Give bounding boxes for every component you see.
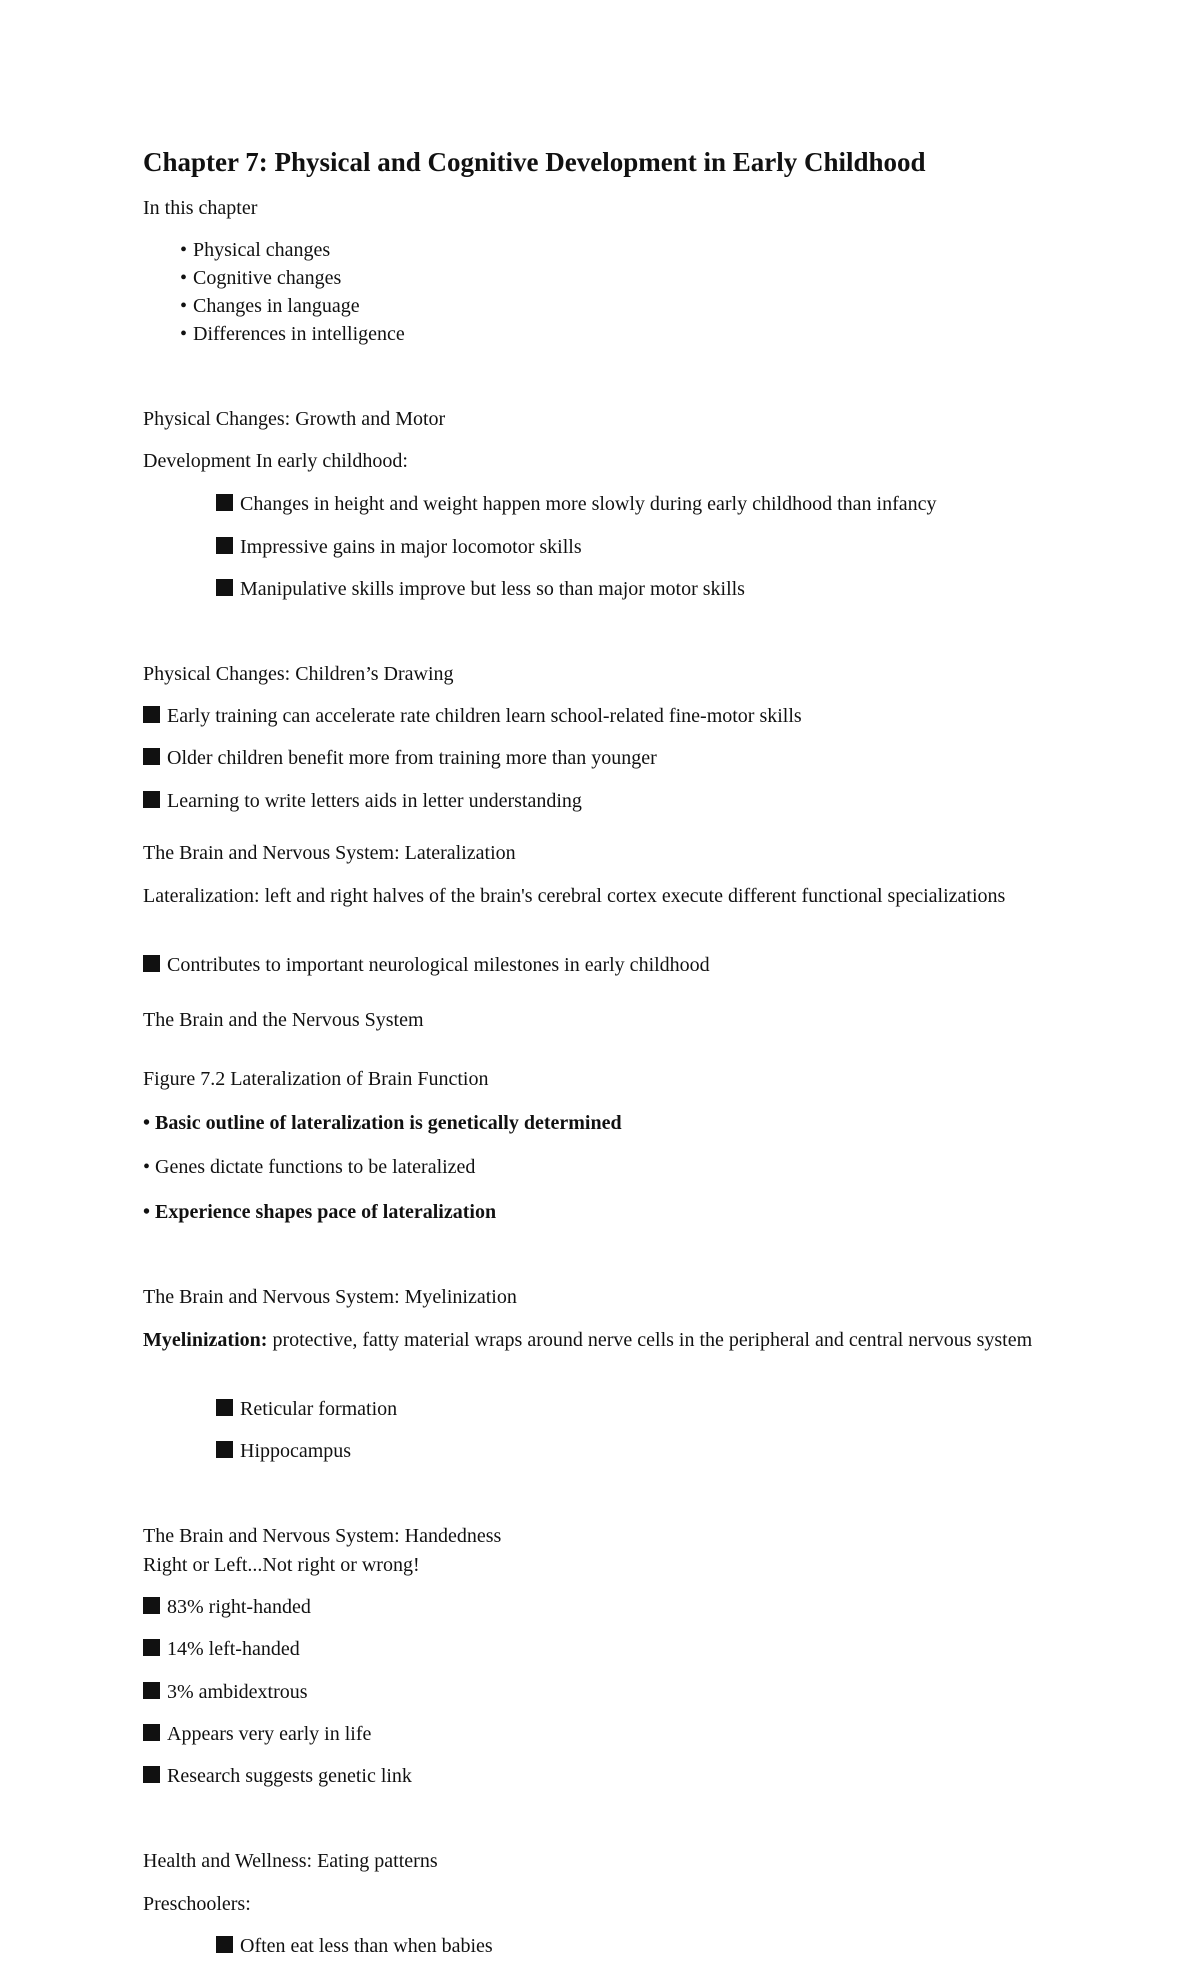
square-bullet-icon bbox=[216, 579, 233, 596]
list-item: Reticular formation bbox=[216, 1397, 397, 1421]
list-item: Changes in height and weight happen more slowly during early childhood than infancy bbox=[216, 492, 937, 516]
term: Myelinization: bbox=[143, 1329, 268, 1351]
section-subheading: Development In early childhood: bbox=[143, 450, 408, 472]
list-item: Older children benefit more from training more than younger bbox=[143, 746, 657, 770]
section-heading: Physical Changes: Children’s Drawing bbox=[143, 663, 454, 685]
chapter-topics-list bbox=[143, 238, 405, 350]
square-bullet-icon bbox=[143, 955, 160, 972]
list-item: Research suggests genetic link bbox=[143, 1764, 412, 1788]
square-bullet-icon bbox=[216, 1399, 233, 1416]
list-item: Early training can accelerate rate children learn school-related fine-motor skills bbox=[143, 704, 802, 728]
list-item: Appears very early in life bbox=[143, 1722, 371, 1746]
square-bullet-icon bbox=[143, 1639, 160, 1656]
square-bullet-icon bbox=[216, 1936, 233, 1953]
section-subheading: Right or Left...Not right or wrong! bbox=[143, 1554, 420, 1576]
chapter-title: Chapter 7: Physical and Cognitive Development in Early Childhood bbox=[143, 147, 926, 177]
list-item: Hippocampus bbox=[216, 1439, 351, 1463]
intro-text: In this chapter bbox=[143, 197, 258, 219]
definition-text: Myelinization: protective, fatty material wraps around nerve cells in the peripheral and central nervous system bbox=[143, 1329, 1033, 1351]
section-heading: Physical Changes: Growth and Motor bbox=[143, 408, 446, 430]
square-bullet-icon bbox=[216, 537, 233, 554]
square-bullet-icon bbox=[143, 1724, 160, 1741]
square-bullet-icon bbox=[216, 494, 233, 511]
list-item: • Genes dictate functions to be lateralized bbox=[143, 1156, 476, 1178]
list-item: • Experience shapes pace of lateralization bbox=[143, 1201, 497, 1223]
figure-caption: Figure 7.2 Lateralization of Brain Function bbox=[143, 1068, 489, 1090]
list-item: Impressive gains in major locomotor skills bbox=[216, 535, 582, 559]
list-item: • Physical changes bbox=[180, 239, 331, 261]
section-heading: Health and Wellness: Eating patterns bbox=[143, 1850, 438, 1872]
square-bullet-icon bbox=[143, 791, 160, 808]
square-bullet-icon bbox=[143, 1682, 160, 1699]
list-item: Learning to write letters aids in letter understanding bbox=[143, 789, 582, 813]
section-heading: The Brain and Nervous System: Handedness bbox=[143, 1525, 502, 1547]
list-item: 83% right-handed bbox=[143, 1595, 311, 1619]
list-item: • Cognitive changes bbox=[180, 267, 342, 289]
square-bullet-icon bbox=[143, 1597, 160, 1614]
section-subheading: Preschoolers: bbox=[143, 1893, 251, 1915]
section-heading: The Brain and Nervous System: Lateralization bbox=[143, 842, 516, 864]
square-bullet-icon bbox=[143, 706, 160, 723]
list-item: 14% left-handed bbox=[143, 1637, 300, 1661]
square-bullet-icon bbox=[143, 1766, 160, 1783]
section-heading: The Brain and Nervous System: Myelinization bbox=[143, 1286, 517, 1308]
list-item: 3% ambidextrous bbox=[143, 1680, 308, 1704]
list-item: • Basic outline of lateralization is genetically determined bbox=[143, 1112, 622, 1134]
definition-text: Lateralization: left and right halves of the brain's cerebral cortex execute different functional specializations bbox=[143, 885, 1006, 907]
list-item: Manipulative skills improve but less so than major motor skills bbox=[216, 577, 745, 601]
square-bullet-icon bbox=[143, 748, 160, 765]
list-item: • Changes in language bbox=[180, 295, 360, 317]
square-bullet-icon bbox=[216, 1441, 233, 1458]
list-item: Often eat less than when babies bbox=[216, 1934, 493, 1958]
list-item: Contributes to important neurological milestones in early childhood bbox=[143, 953, 710, 977]
list-item: • Differences in intelligence bbox=[180, 323, 405, 345]
section-heading: The Brain and the Nervous System bbox=[143, 1009, 424, 1031]
